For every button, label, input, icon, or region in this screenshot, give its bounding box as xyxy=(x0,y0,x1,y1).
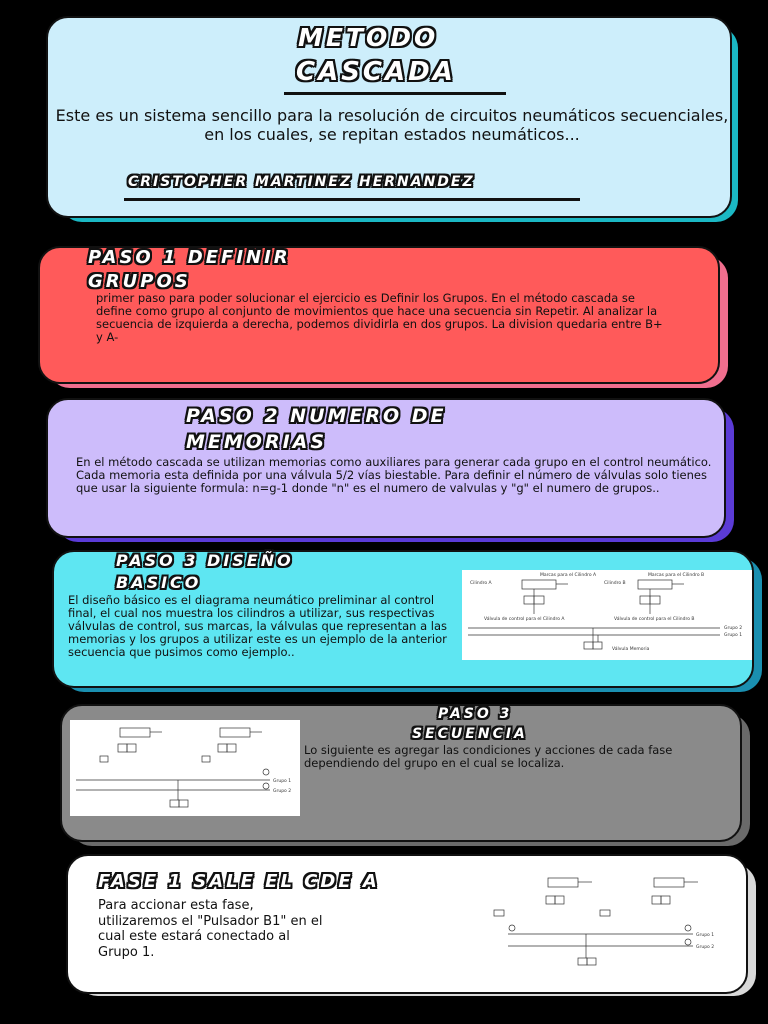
paso3b-diagram xyxy=(70,720,300,816)
paso1-text: primer paso para poder solucionar el ejercicio es Definir los Grupos. En el método cascada se define como grupo al conjunto de movimientos que hace una secuencia sin Repetir. Al analizar la secuencia de izquierda a derecha, podemos dividirla en dos grupos. La division quedaria entre B+ y A- xyxy=(96,291,663,344)
paso3-title-line1: PASO 3 DISEÑO xyxy=(116,551,294,570)
paso3b-title-line1: PASO 3 xyxy=(438,706,513,722)
author-name: CRISTOPHER MARTINEZ HERNANDEZ xyxy=(128,174,475,190)
diag-label-marcas-a: Marcas para el Cilindro A xyxy=(540,573,597,578)
paso3-text: El diseño básico es el diagrama neumático preliminar al control final, el cual nos muestra los cilindros a utilizar, sus respectivas válvulas de control, sus marcas, la válvulas que representan a las memorias y los grupos a utilizar este es un ejemplo de la anterior secuencia que pusimos como ejemplo.. xyxy=(68,593,448,659)
cylinder-a xyxy=(522,580,556,589)
author-underline xyxy=(124,198,580,201)
diag-label-grupo2: Grupo 2 xyxy=(724,626,743,631)
diag-label-valvula-a: Válvula de control para el Cilindro A xyxy=(484,617,565,622)
diag-label-marcas-b: Marcas para el Cilindro B xyxy=(648,573,705,578)
header-card xyxy=(46,16,732,218)
f1-label-grupo1: Grupo 1 xyxy=(696,933,715,938)
paso2-title-line2: MEMORIAS xyxy=(186,431,328,453)
header-title-line2: CASCADA xyxy=(296,57,456,87)
diag-label-cilindro-a: Cilindro A xyxy=(470,581,492,586)
diag-label-memoria: Válvula Memoria xyxy=(612,647,650,652)
paso2-title-line1: PASO 2 NUMERO DE xyxy=(186,405,447,427)
paso1-card xyxy=(38,246,720,384)
paso3b-title-line2: SECUENCIA xyxy=(412,726,528,742)
paso3b-text: Lo siguiente es agregar las condiciones y acciones de cada fase dependiendo del grupo en el cual se localiza. xyxy=(304,743,673,770)
title-underline xyxy=(284,92,506,95)
p3b-label-grupo1: Grupo 1 xyxy=(273,779,292,784)
paso3-diagram xyxy=(462,570,752,660)
diag-label-grupo1: Grupo 1 xyxy=(724,633,743,638)
fase1-card xyxy=(66,854,748,994)
fase1-text: Para accionar esta fase, utilizaremos el "Pulsador B1" en el cual este estará conectado al Grupo 1. xyxy=(98,898,323,960)
header-intro: Este es un sistema sencillo para la resolución de circuitos neumáticos secuenciales, en los cuales, se repitan estados neumáticos... xyxy=(55,106,729,144)
paso1-title-line2: GRUPOS xyxy=(88,271,191,292)
paso3-card xyxy=(52,550,754,688)
paso1-title-line1: PASO 1 DEFINIR xyxy=(88,247,291,268)
diag-label-cilindro-b: Cilindro B xyxy=(604,581,626,586)
fase1-title: FASE 1 SALE EL CDE A xyxy=(98,871,380,892)
header-title-line1: METODO xyxy=(298,23,439,52)
fase1-diagram xyxy=(488,870,728,974)
p3b-label-grupo2: Grupo 2 xyxy=(273,789,292,794)
cylinder-b xyxy=(638,580,672,589)
paso3b-card xyxy=(60,704,742,842)
paso2-text: En el método cascada se utilizan memorias como auxiliares para generar cada grupo en el control neumático. Cada memoria esta definida por una válvula 5/2 vías biestable. Para definir el número de válvulas solo tienes que usar la siguiente formula: n=g-1 donde "n" es el numero de valvulas y "g" el numero de grupos.. xyxy=(76,455,712,495)
paso3-title-line2: BASICO xyxy=(116,573,202,592)
f1-label-grupo2: Grupo 2 xyxy=(696,945,715,950)
paso2-card xyxy=(46,398,726,538)
diag-label-valvula-b: Válvula de control para el Cilindro B xyxy=(614,617,695,622)
